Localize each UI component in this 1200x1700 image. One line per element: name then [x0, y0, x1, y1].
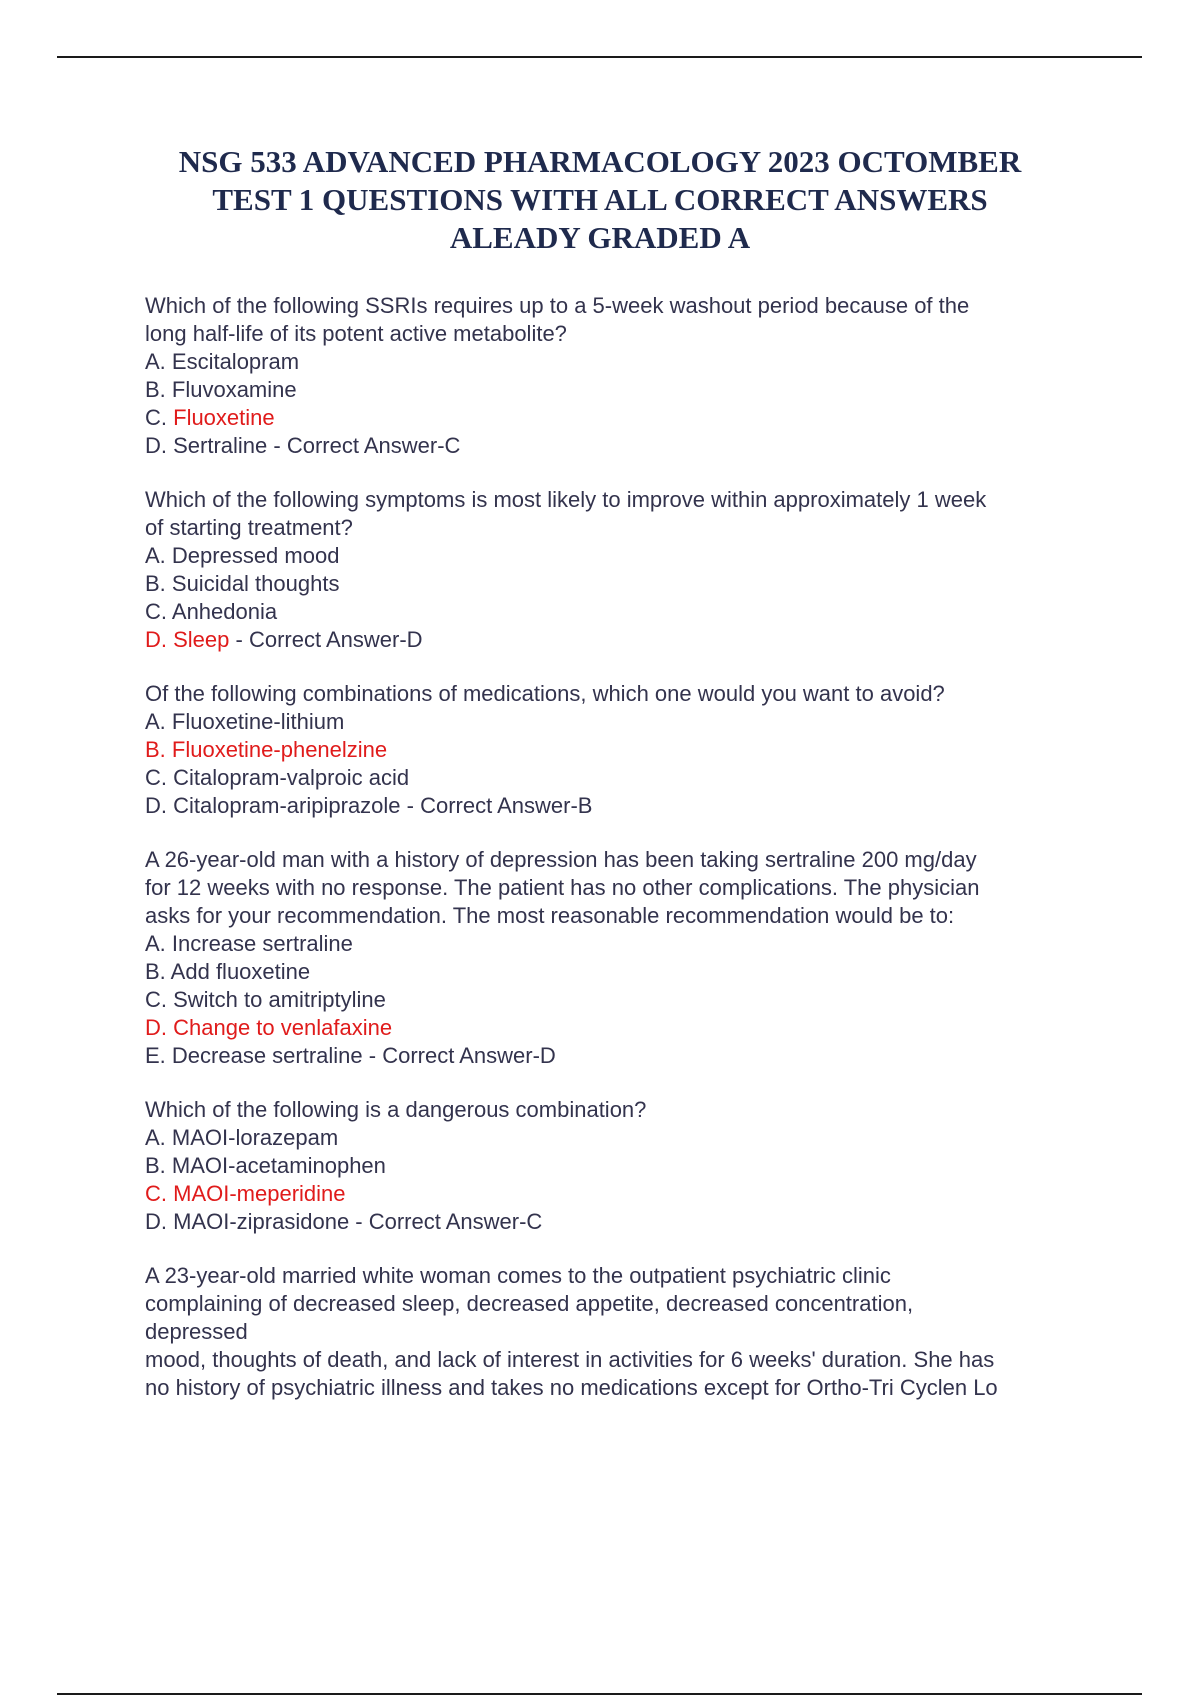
- answer-option: D. Sertraline - Correct Answer-C: [145, 433, 461, 458]
- title-line: ALEADY GRADED A: [449, 220, 751, 255]
- question-stem-line: no history of psychiatric illness and takes no medications except for Ortho-Tri Cyclen Lo: [145, 1375, 998, 1400]
- question-stem-line: depressed: [145, 1319, 248, 1344]
- answer-option: A. MAOI-lorazepam: [145, 1125, 339, 1150]
- answer-option: C. Anhedonia: [145, 599, 278, 624]
- answer-option: A. Fluoxetine-lithium: [145, 709, 345, 734]
- answer-option-correct: D. Sleep - Correct Answer-D: [145, 627, 423, 652]
- question-stem-line: asks for your recommendation. The most reasonable recommendation would be to:: [145, 903, 955, 928]
- answer-option: C. Citalopram-valproic acid: [145, 765, 410, 790]
- answer-option: E. Decrease sertraline - Correct Answer-D: [145, 1043, 556, 1068]
- answer-option: A. Increase sertraline: [145, 931, 353, 956]
- answer-option: D. Citalopram-aripiprazole - Correct Answer-B: [145, 793, 593, 818]
- answer-option: B. Add fluoxetine: [145, 959, 311, 984]
- question-block: [145, 846, 1085, 1070]
- correct-answer-highlight: D. Sleep: [145, 627, 230, 652]
- question-stem-line: of starting treatment?: [145, 515, 353, 540]
- question-stem-line: complaining of decreased sleep, decreased appetite, decreased concentration,: [145, 1291, 914, 1316]
- question-stem-line: for 12 weeks with no response. The patient has no other complications. The physician: [145, 875, 980, 900]
- answer-option: B. Fluvoxamine: [145, 377, 297, 402]
- question-stem-line: Which of the following SSRIs requires up to a 5-week washout period because of the: [145, 293, 970, 318]
- question-stem-line: mood, thoughts of death, and lack of interest in activities for 6 weeks' duration. She has: [145, 1347, 995, 1372]
- top-rule: [57, 56, 1142, 58]
- answer-option: B. Suicidal thoughts: [145, 571, 340, 596]
- correct-answer-highlight: Fluoxetine: [173, 405, 275, 430]
- correct-answer-highlight: B. Fluoxetine-phenelzine: [145, 737, 388, 762]
- question-stem-line: A 23-year-old married white woman comes to the outpatient psychiatric clinic: [145, 1263, 891, 1288]
- answer-option: A. Depressed mood: [145, 543, 340, 568]
- question-stem-line: Which of the following symptoms is most likely to improve within approximately 1 week: [145, 487, 987, 512]
- answer-option: A. Escitalopram: [145, 349, 300, 374]
- question-block: [145, 1262, 1085, 1402]
- answer-option-correct: C. Fluoxetine: [145, 405, 275, 430]
- question-block: [145, 680, 1085, 820]
- answer-option-correct: [145, 1014, 1085, 1042]
- question-block: [145, 1096, 1085, 1236]
- bottom-rule: [57, 1693, 1142, 1695]
- answer-option: D. MAOI-ziprasidone - Correct Answer-C: [145, 1209, 543, 1234]
- question-stem-line: Which of the following is a dangerous combination?: [145, 1097, 647, 1122]
- title-line: TEST 1 QUESTIONS WITH ALL CORRECT ANSWERS: [212, 182, 988, 217]
- question-block: [145, 486, 1085, 654]
- answer-option: C. Switch to amitriptyline: [145, 987, 386, 1012]
- document-title: [100, 143, 1100, 257]
- question-block: [145, 292, 1085, 460]
- answer-option-correct: [145, 736, 1085, 764]
- question-stem-line: A 26-year-old man with a history of depression has been taking sertraline 200 mg/day: [145, 847, 977, 872]
- question-stem-line: Of the following combinations of medications, which one would you want to avoid?: [145, 681, 945, 706]
- title-line: NSG 533 ADVANCED PHARMACOLOGY 2023 OCTOMBER: [178, 144, 1022, 179]
- answer-option-correct: [145, 1180, 1085, 1208]
- correct-answer-highlight: C. MAOI-meperidine: [145, 1181, 346, 1206]
- correct-answer-highlight: D. Change to venlafaxine: [145, 1015, 393, 1040]
- answer-option: B. MAOI-acetaminophen: [145, 1153, 386, 1178]
- question-stem-line: long half-life of its potent active metabolite?: [145, 321, 567, 346]
- questions-content: [145, 292, 1085, 1428]
